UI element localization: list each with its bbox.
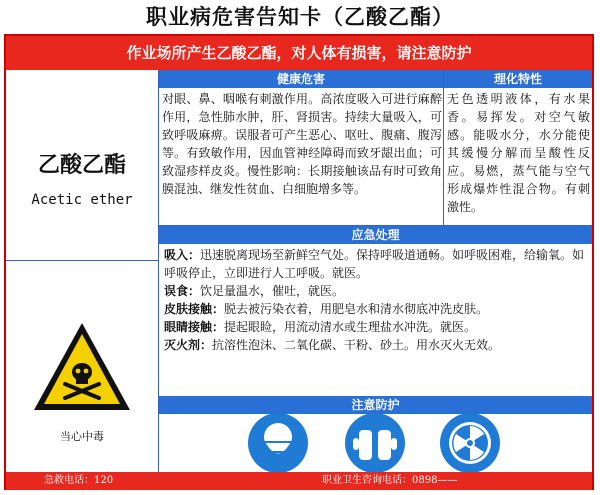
hazard-card [4,34,594,490]
substance-name-box [6,70,158,261]
health-hazard-text: 对眼、鼻、咽喉有刺激作用。高浓度吸入可进行麻醉作用，急性肺水肿，肝、肾损害。持续大量吸入，可致呼吸麻痹。误服者可产生恶心、呕吐、腹痛、腹泻等。有致敏作用，因血管神经障碍而致牙龈出血；可致湿疹样皮炎。慢性影响：长期接触该品有时可致角膜混浊、继发性贫血、白细胞增多等。 [162,92,442,196]
page-title: 职业病危害告知卡（乙酸乙酯） [146,4,454,29]
emergency-measures [164,246,590,396]
emergency-phone: 急救电话：120 [44,475,114,486]
emergency-item-text: 迅速脱离现场至新鲜空气处。保持呼吸道通畅。如呼吸困难，给输氧。如呼吸停止，立即进行人工呼吸。就医。 [164,248,585,280]
toxic-warning-icon [31,320,133,414]
warning-sign-label: 当心中毒 [60,430,104,443]
emergency-header: 应急处理 [159,226,592,244]
emergency-item-ingestion [164,282,590,300]
emergency-item-skin [164,300,590,318]
substance-column [6,70,159,472]
emergency-item-inhalation [164,246,590,282]
emergency-item-label: 皮肤接触： [164,302,225,316]
emergency-item-text: 饮足量温水，催吐，就医。 [200,284,345,298]
warning-banner: 作业场所产生乙酸乙酯，对人体有损害，请注意防护 [6,36,592,70]
emergency-item-label: 吸入： [164,248,201,262]
health-consult-phone: 职业卫生咨询电话：0898—— [322,475,458,486]
footer-bar [6,472,592,490]
emergency-item-text: 抗溶性泡沫、二氧化碳、干粉、砂土。用水灭火无效。 [212,338,501,352]
ventilation-fan-icon [439,412,501,474]
protection-icons [159,414,592,472]
health-hazard-header: 健康危害 [159,70,443,88]
physical-properties-text: 无色透明液体，有水果香。易挥发。对空气敏感。能吸水分，水分能使其缓慢分解而呈酸性反应。易燃，蒸气能与空气形成爆炸性混合物。有刺激性。 [447,92,590,214]
substance-name-cn: 乙酸乙酯 [37,153,126,178]
gloves-icon [344,412,406,474]
protection-header: 注意防护 [159,396,592,414]
respirator-icon [247,412,309,474]
emergency-item-label: 误食： [164,284,201,298]
substance-name-en: Acetic ether [31,192,133,208]
emergency-item-label: 眼睛接触： [164,320,225,334]
column-divider [443,70,444,226]
emergency-item-label: 灭火剂： [164,338,213,352]
emergency-item-eyes [164,318,590,336]
emergency-item-extinguisher [164,336,590,354]
physical-properties-header: 理化特性 [444,70,592,88]
warning-sign-box [6,260,158,472]
emergency-item-text: 提起眼睑，用流动清水或生理盐水冲洗。就医。 [224,320,477,334]
emergency-item-text: 脱去被污染衣着，用肥皂水和清水彻底冲洗皮肤。 [224,302,489,316]
